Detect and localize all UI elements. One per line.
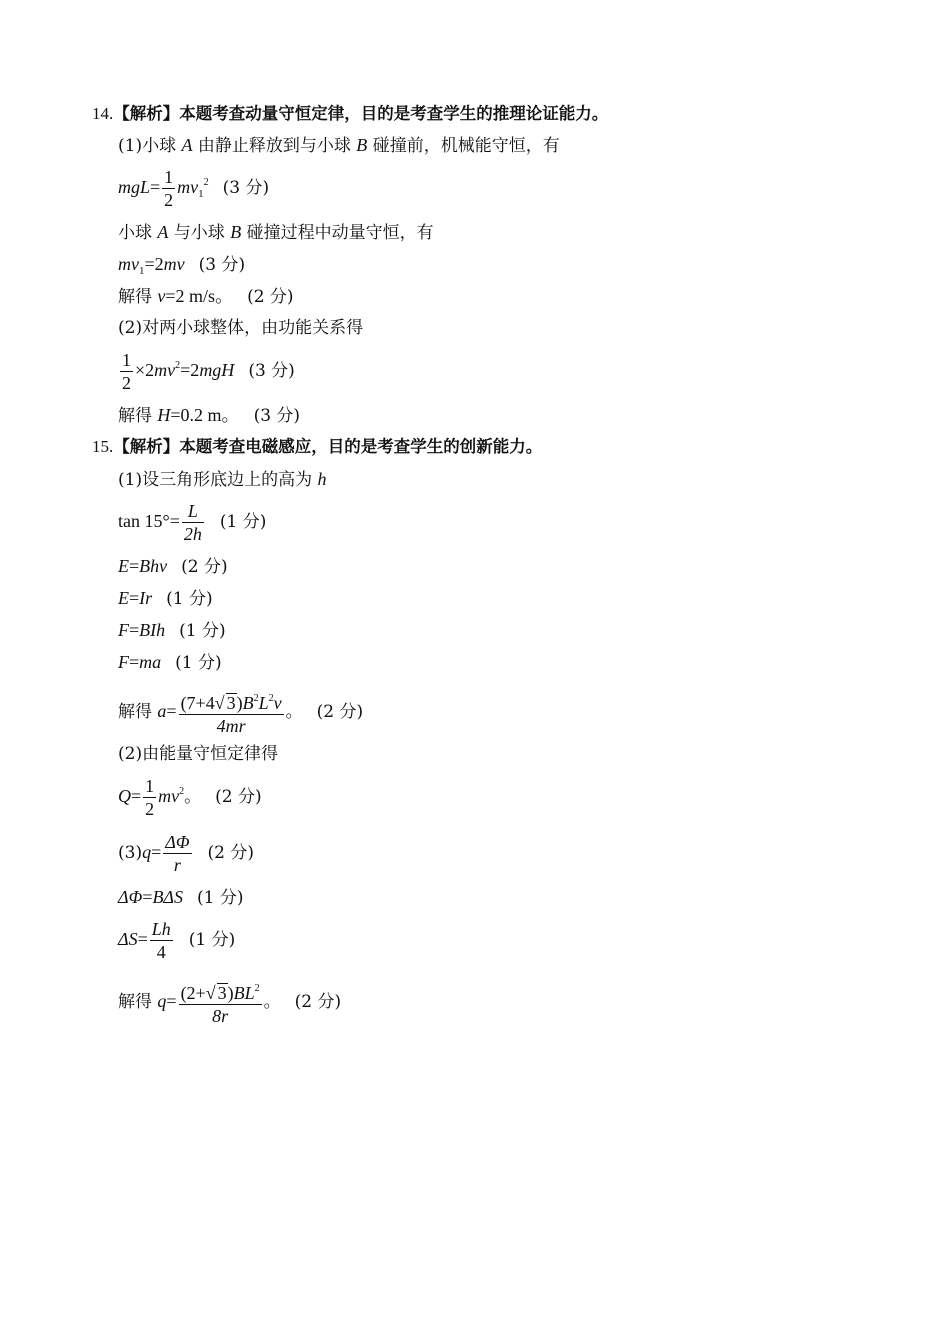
var-B: B (356, 135, 368, 155)
q14-equation-work-energy (118, 349, 295, 394)
eq-lhs: q (142, 842, 152, 862)
fraction-denominator: 4mr (216, 716, 246, 736)
eq-sign: = (137, 929, 148, 949)
fraction-numerator: Lh (151, 919, 171, 939)
q15-equation-dS (118, 918, 235, 963)
text-seg: (2)由能量守恒定律得 (118, 744, 279, 764)
q15-equation-E2 (118, 587, 213, 610)
fraction-numerator (179, 688, 284, 715)
q14-heading-line (92, 103, 608, 125)
fraction (163, 831, 191, 876)
q15-solution-a (118, 688, 363, 737)
eq-sign: = (142, 887, 153, 907)
var-B: B (230, 222, 242, 242)
score-label: (1 分) (179, 621, 226, 641)
score-label: (1 分) (175, 653, 222, 673)
var-h: h (317, 469, 327, 489)
text-seg: (1)设三角形底边上的高为 (118, 470, 318, 490)
text-seg: 与小球 (168, 223, 231, 243)
eq-rhs: mv (177, 177, 199, 197)
eq-rhs: mgH (199, 360, 235, 380)
num-part: ) (227, 983, 234, 1003)
q14-number: 14. (92, 104, 114, 123)
q15-number: 15. (92, 437, 114, 456)
score-label: (1 分) (166, 589, 213, 609)
text-seg: 解得 (118, 406, 158, 426)
fraction-denominator: 2 (122, 373, 131, 393)
q14-equation-energy (118, 166, 269, 211)
q15-solution-q (118, 978, 341, 1027)
score-label: (1 分) (219, 512, 267, 532)
q15-heading-line (92, 436, 542, 458)
var-H: H (157, 405, 171, 425)
eq-lhs: ΔS (118, 929, 138, 949)
eq-rest: =2 m/s。 (165, 286, 234, 306)
q14-equation-momentum (118, 253, 245, 282)
q15-heading: 【解析】本题考查电磁感应，目的是考查学生的创新能力。 (113, 437, 543, 456)
num-var: BL (233, 983, 255, 1003)
num-var: B (242, 693, 254, 713)
text-seg: 解得 (118, 702, 158, 722)
eq-sign: =2 (180, 360, 200, 380)
q14-collision-text (118, 221, 434, 244)
eq-lhs: E (118, 588, 129, 608)
fraction-denominator: 4 (156, 942, 166, 962)
subscript: 1 (139, 265, 145, 277)
eq-rhs: BIh (139, 620, 166, 640)
sqrt-radicand: 3 (217, 983, 227, 1003)
text-seg: 由静止释放到与小球 (192, 136, 357, 156)
fraction-denominator: r (173, 855, 181, 875)
eq-sign: = (129, 588, 140, 608)
fraction-denominator: 8r (212, 1006, 229, 1026)
score-label: (3 分) (248, 361, 295, 381)
score-label: (2 分) (181, 557, 228, 577)
text-seg: (1)小球 (118, 136, 182, 156)
eq-sign: = (131, 786, 142, 806)
score-label: (2 分) (215, 787, 262, 807)
eq-lhs: mgL (118, 177, 151, 197)
superscript: 2 (253, 693, 259, 704)
q15-equation-E1 (118, 555, 228, 578)
q15-equation-dPhi (118, 886, 243, 909)
q14-part1-intro (118, 134, 560, 157)
fraction (179, 978, 262, 1027)
superscript: 2 (254, 983, 260, 994)
num-var: L (258, 693, 269, 713)
fraction-numerator: 1 (164, 167, 174, 187)
score-label: (2 分) (207, 843, 255, 863)
q15-equation-Q (118, 775, 262, 820)
num-var: v (273, 693, 282, 713)
var-A: A (157, 222, 169, 242)
sqrt-sign: √ (214, 693, 225, 713)
text-seg: (2)对两小球整体，由功能关系得 (118, 318, 364, 338)
fraction-denominator: 2 (145, 799, 155, 819)
fraction-numerator: 1 (122, 350, 131, 370)
eq-rhs: mv (163, 254, 185, 274)
eq-rest: =0.2 m。 (170, 405, 240, 425)
text-seg: 碰撞过程中动量守恒，有 (241, 223, 434, 243)
var-v: v (157, 286, 166, 306)
text-seg: (3) (118, 843, 143, 863)
fraction (162, 166, 175, 211)
eq-mid: ×2 (135, 360, 155, 380)
eq-term: mv (154, 360, 176, 380)
num-part: ) (236, 693, 243, 713)
eq-sign: =2 (144, 254, 164, 274)
superscript: 2 (175, 360, 181, 371)
fraction-denominator: 2 (164, 190, 174, 210)
eq-rhs: Ir (139, 588, 153, 608)
num-part: (7+4 (180, 693, 215, 713)
score-label: (2 分) (247, 287, 294, 307)
eq-rhs: BΔS (152, 887, 183, 907)
subscript: 1 (198, 188, 204, 200)
eq-lhs: tan 15°= (118, 511, 180, 531)
fraction (120, 349, 133, 394)
eq-sign: = (129, 556, 140, 576)
sqrt-sign: √ (205, 983, 216, 1003)
eq-lhs: ΔΦ (118, 887, 143, 907)
score-label: (2 分) (294, 992, 342, 1012)
num-part: (2+ (180, 983, 206, 1003)
fraction-numerator: L (182, 500, 204, 523)
q15-equation-tan (118, 500, 266, 545)
eq-rhs: mv (158, 786, 180, 806)
q14-solution-v (118, 285, 294, 308)
text-seg: 碰撞前，机械能守恒，有 (367, 136, 560, 156)
fraction (179, 688, 284, 737)
eq-lhs: Q (118, 786, 131, 806)
superscript: 2 (179, 786, 185, 797)
eq-sign: = (150, 177, 161, 197)
fraction-numerator: 1 (145, 776, 155, 796)
eq-lhs: F (118, 652, 129, 672)
eq-sign: = (166, 991, 177, 1011)
q15-equation-F2 (118, 651, 222, 674)
score-label: (3 分) (222, 178, 270, 198)
fraction-numerator: ΔΦ (165, 832, 190, 852)
eq-sign: = (151, 842, 162, 862)
var-A: A (181, 135, 193, 155)
fraction (182, 500, 204, 545)
score-label: (1 分) (197, 888, 244, 908)
eq-sign: = (129, 652, 140, 672)
superscript: 2 (203, 177, 209, 188)
eq-sign: = (166, 701, 177, 721)
q15-part2-intro (118, 743, 278, 765)
q14-part2-intro (118, 317, 363, 339)
var-q: q (157, 991, 167, 1011)
eq-lhs: E (118, 556, 129, 576)
text-seg: 小球 (118, 223, 158, 243)
superscript: 2 (268, 693, 274, 704)
fraction (150, 918, 173, 963)
eq-lhs: F (118, 620, 129, 640)
score-label: (2 分) (316, 702, 364, 722)
sqrt-radicand: 3 (226, 693, 236, 713)
fraction-denominator: 2h (183, 524, 202, 544)
text-seg: 解得 (118, 287, 158, 307)
end-mark: 。 (184, 787, 202, 807)
end-mark: 。 (263, 992, 281, 1012)
var-a: a (157, 701, 167, 721)
fraction-numerator (179, 978, 262, 1005)
text-seg: 解得 (118, 992, 158, 1012)
q15-part1-intro (118, 468, 326, 491)
score-label: (1 分) (188, 930, 236, 950)
end-mark: 。 (285, 702, 303, 722)
q14-solution-H (118, 404, 300, 427)
eq-lhs: mv (118, 254, 139, 274)
score-label: (3 分) (198, 255, 246, 275)
fraction (143, 775, 156, 820)
eq-rhs: ma (139, 652, 162, 672)
q14-heading: 【解析】本题考查动量守恒定律，目的是考查学生的推理论证能力。 (113, 104, 609, 123)
eq-rhs: Bhv (139, 556, 168, 576)
eq-sign: = (129, 620, 140, 640)
q15-equation-F1 (118, 619, 226, 642)
score-label: (3 分) (253, 406, 301, 426)
q15-equation-q (118, 831, 254, 876)
